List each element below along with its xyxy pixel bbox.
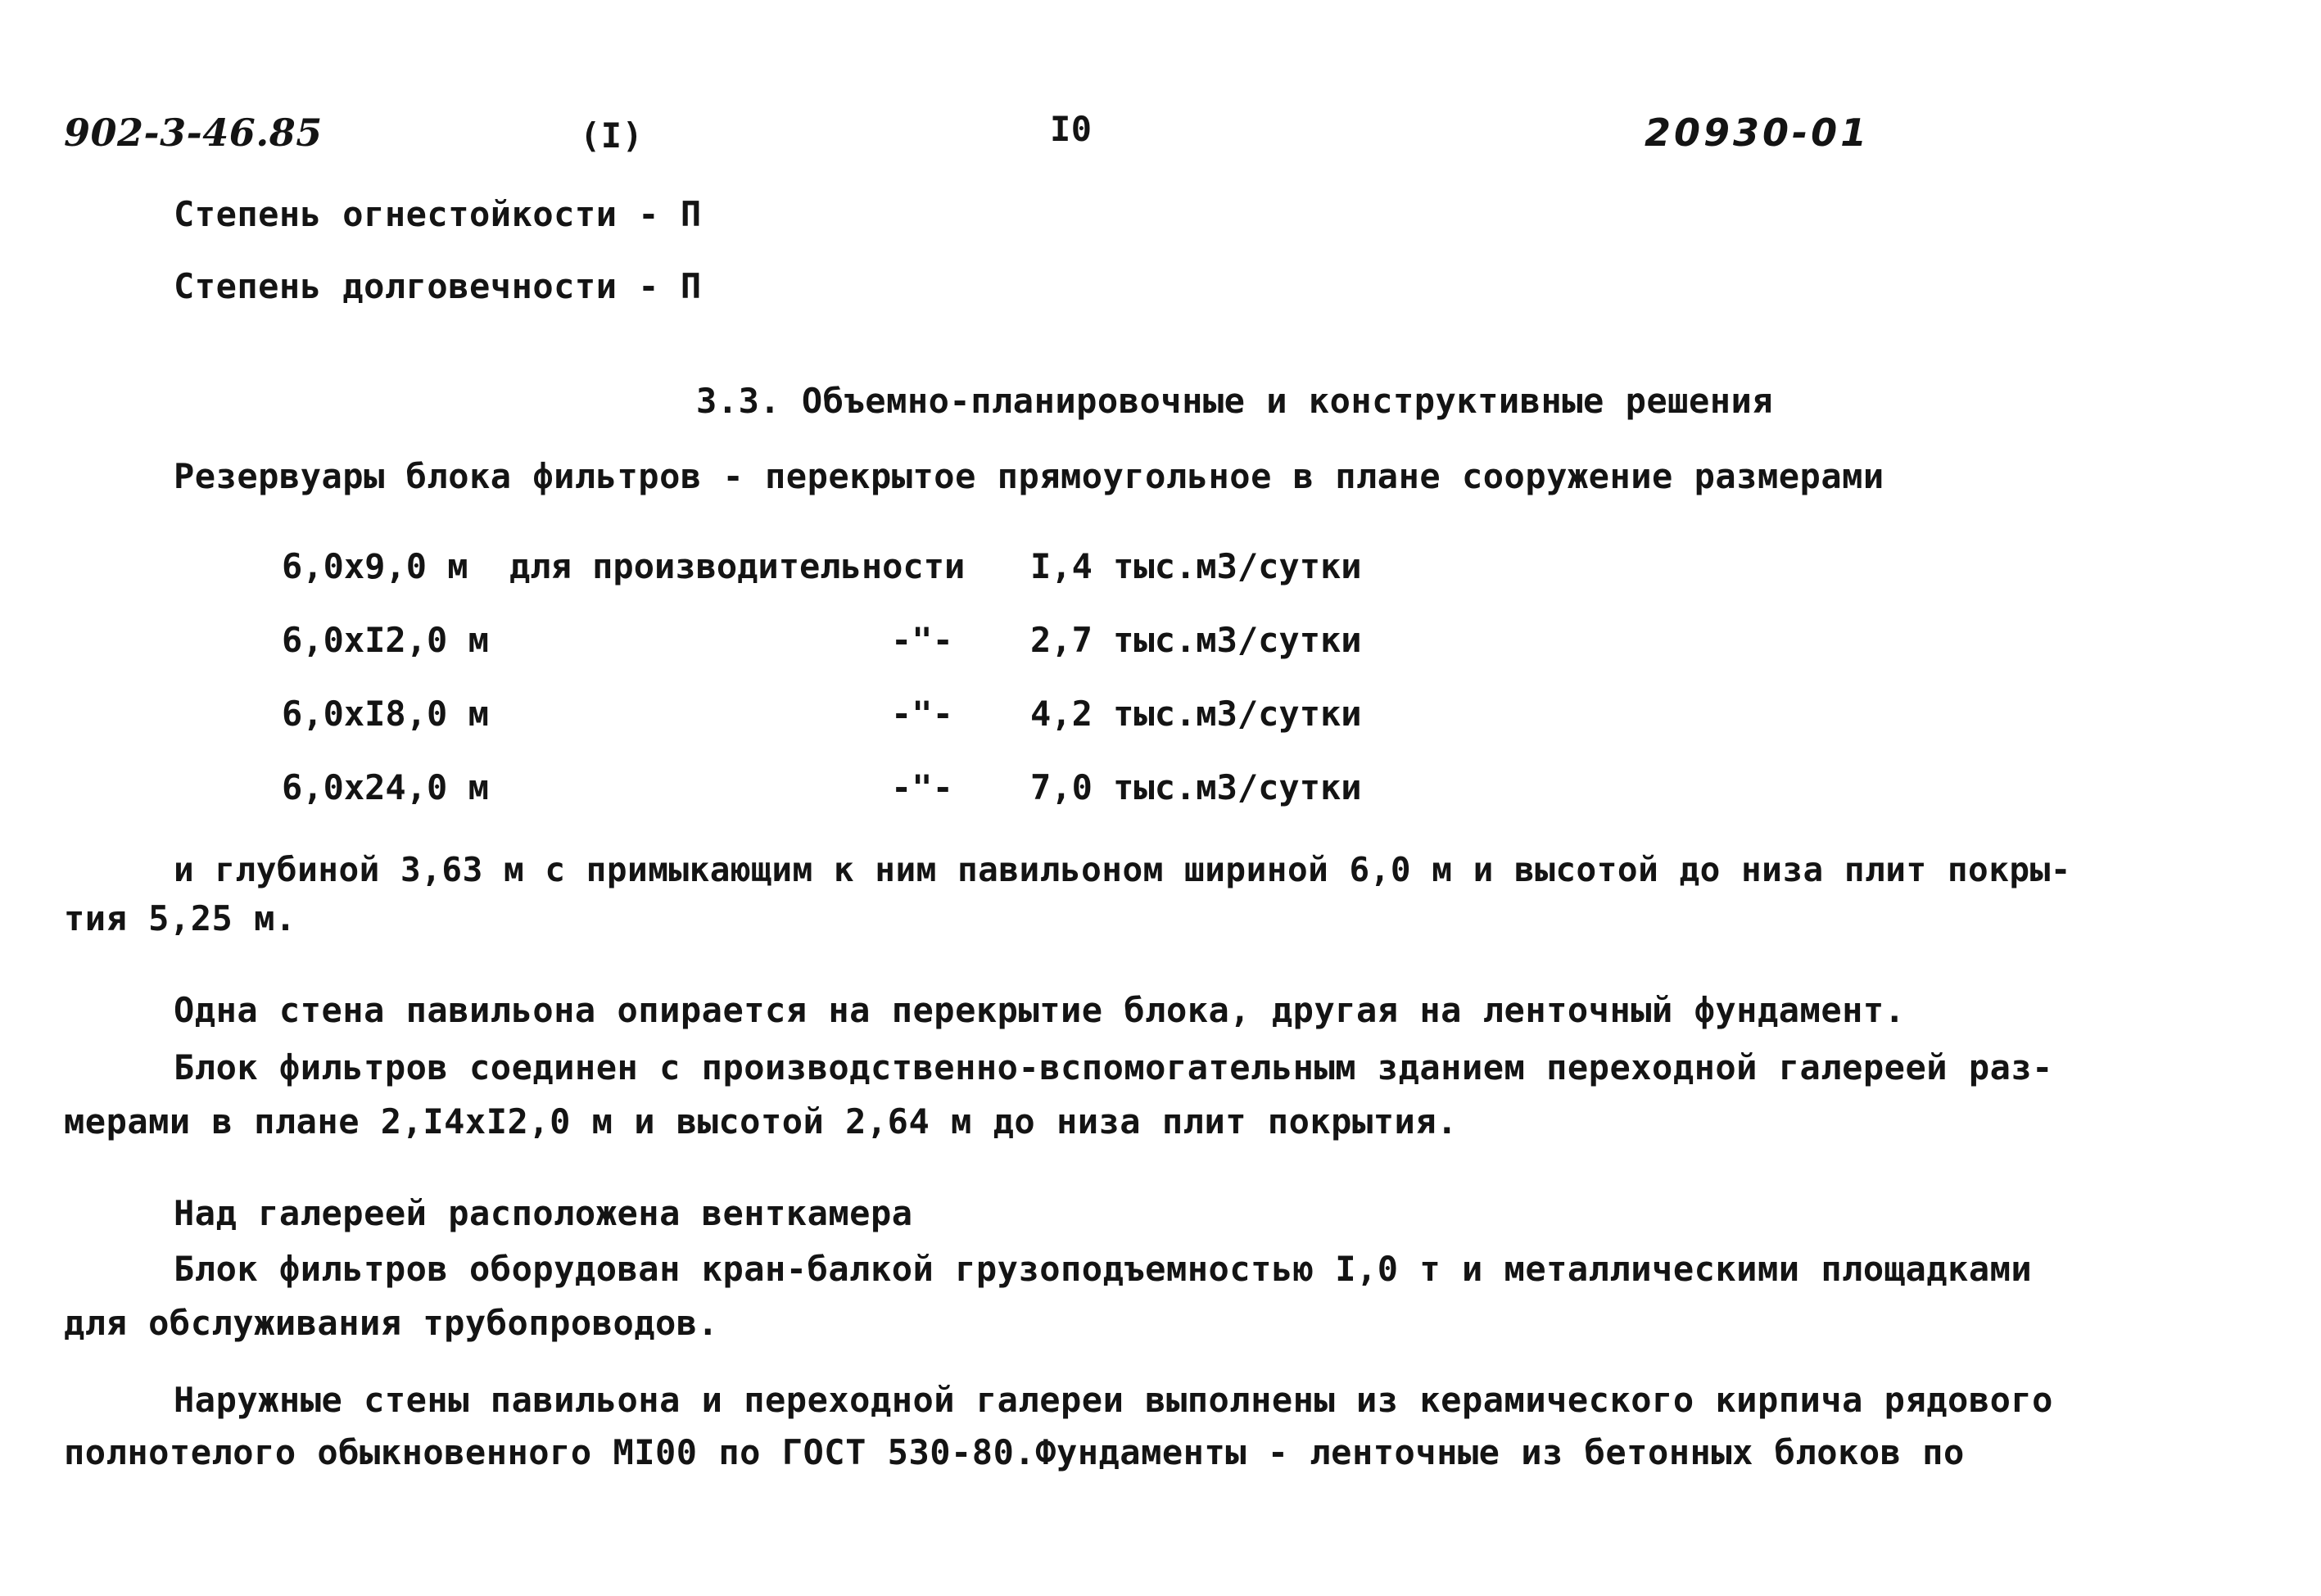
gallery-line-2: мерами в плане 2,I4хI2,0 м и высотой 2,64 м до низа плит покрытия. — [64, 1101, 1458, 1142]
gallery-line-1: Блок фильтров соединен с производственно-вспомогательным зданием переходной галереей раз- — [174, 1047, 2053, 1087]
capacity-cell: 2,7 тыс.м3/сутки — [1030, 620, 1362, 660]
document-code: 902-3-46.85 — [64, 111, 323, 155]
size-cell: 6,0х24,0 м — [282, 767, 489, 807]
label-cell: для производительности — [509, 546, 966, 586]
vent-chamber-line: Над галереей расположена венткамера — [174, 1193, 913, 1233]
document-part: (I) — [580, 115, 644, 156]
depth-line-2: тия 5,25 м. — [64, 898, 296, 938]
reservoir-intro: Резервуары блока фильтров - перекрытое прямоугольное в плане сооружение размерами — [174, 456, 1884, 496]
walls-line-1: Наружные стены павильона и переходной галереи выполнены из керамического кирпича рядового — [174, 1380, 2053, 1420]
size-cell: 6,0хI8,0 м — [282, 694, 489, 734]
page-number: I0 — [1050, 109, 1093, 149]
label-cell: -"- — [891, 767, 953, 807]
capacity-cell: I,4 тыс.м3/сутки — [1030, 546, 1362, 586]
crane-line-1: Блок фильтров оборудован кран-балкой грузоподъемностью I,0 т и металлическими площадками — [174, 1249, 2033, 1289]
section-heading: 3.3. Объемно-планировочные и конструктивные решения — [696, 381, 1774, 421]
inventory-number: 20930-01 — [1645, 111, 1871, 155]
walls-line-2: полнотелого обыкновенного МI00 по ГОСТ 530-80.Фундаменты - ленточные из бетонных блоков по — [64, 1432, 1965, 1472]
depth-line-1: и глубиной 3,63 м с примыкающим к ним павильоном шириной 6,0 м и высотой до низа плит покры- — [174, 850, 2071, 889]
label-cell: -"- — [891, 694, 953, 734]
label-cell: -"- — [891, 620, 953, 660]
crane-line-2: для обслуживания трубопроводов. — [64, 1303, 719, 1343]
wall-support-line: Одна стена павильона опирается на перекрытие блока, другая на ленточный фундамент. — [174, 990, 1906, 1030]
durability-line: Степень долговечности - П — [174, 266, 702, 306]
capacity-cell: 4,2 тыс.м3/сутки — [1030, 694, 1362, 734]
capacity-cell: 7,0 тыс.м3/сутки — [1030, 767, 1362, 807]
size-cell: 6,0хI2,0 м — [282, 620, 489, 660]
fire-resistance-line: Степень огнестойкости - П — [174, 194, 702, 234]
size-cell: 6,0х9,0 м — [282, 546, 468, 586]
